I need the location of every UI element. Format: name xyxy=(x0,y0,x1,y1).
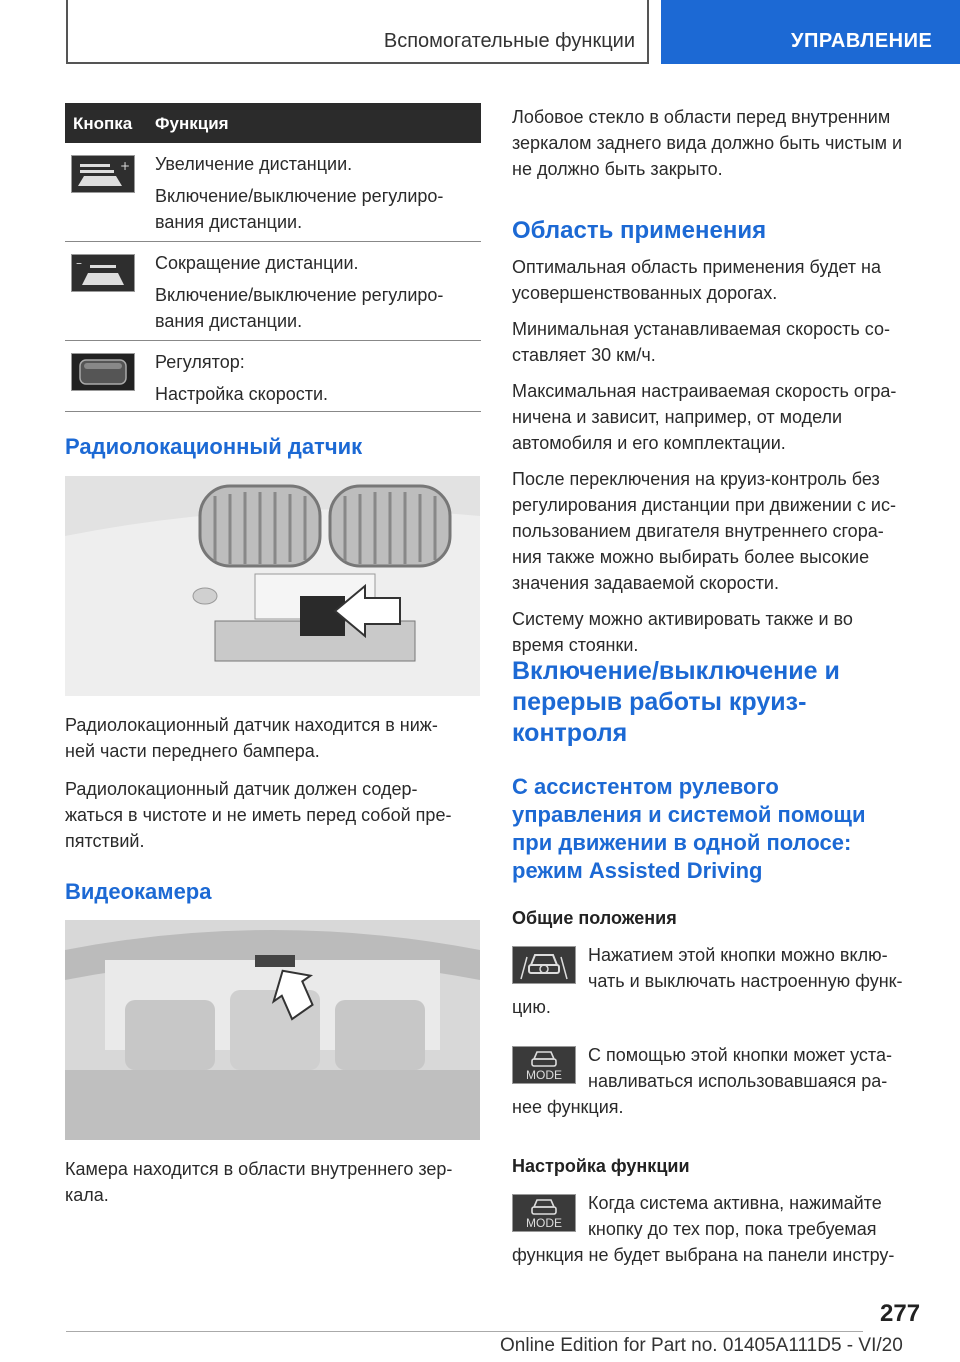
row1-line2a: Включение/выключение регулиро- xyxy=(155,186,444,206)
onoff-heading-l1: Включение/выключение и xyxy=(512,657,840,685)
assist-heading-l1: С ассистентом рулевого xyxy=(512,774,779,799)
distance-increase-icon xyxy=(71,155,135,193)
g2-l1: С помощью этой кнопки может уста- xyxy=(588,1045,892,1065)
row1-line2b: вания дистанции. xyxy=(155,212,303,232)
area-a3-l2: ничена и зависит, например, от модели xyxy=(512,407,843,427)
g1-l3: цию. xyxy=(512,997,551,1017)
area-a3-l1: Максимальная настраиваемая скорость огра- xyxy=(512,381,897,401)
table-header xyxy=(65,103,481,143)
g2-l2: навливаться использовавшаяся ра- xyxy=(588,1071,888,1091)
footer-edition: Online Edition for Part no. 01405A111D5 - VI/20 xyxy=(500,1335,903,1356)
windshield-l2: зеркалом заднего вида должно быть чистым и xyxy=(512,133,903,153)
radar-p1-l2: ней части переднего бампера. xyxy=(65,741,320,761)
row2-line2b: вания дистанции. xyxy=(155,311,303,331)
onoff-heading-l2: перерыв работы круиз- xyxy=(512,688,807,716)
area-a2-l2: ставляет 30 км/ч. xyxy=(512,345,656,365)
header-section-title: Вспомогательные функции xyxy=(383,30,635,52)
header-section-box xyxy=(66,0,649,64)
rocker-switch-icon xyxy=(71,353,135,391)
s1-l3: функция не будет выбрана на панели инстру- xyxy=(512,1245,895,1265)
assist-heading-l2: управления и системой помощи xyxy=(512,802,866,827)
area-a4-l3: пользованием двигателя внутреннего сгора- xyxy=(512,521,884,541)
button-function-table xyxy=(65,103,481,412)
radar-p2-l1: Радиолокационный датчик должен содер- xyxy=(65,779,418,799)
table-row xyxy=(65,242,481,341)
camera-p1-l1: Камера находится в области внутреннего зер- xyxy=(65,1159,453,1179)
distance-decrease-icon xyxy=(71,254,135,292)
radar-p2-l3: пятствий. xyxy=(65,831,145,851)
s1-l2: кнопку до тех пор, пока требуемая xyxy=(588,1219,877,1239)
header-chapter-title: УПРАВЛЕНИЕ xyxy=(791,30,933,52)
table-header-button: Кнопка xyxy=(73,114,133,133)
table-row xyxy=(65,143,481,242)
area-a5-l2: время стоянки. xyxy=(512,635,639,655)
area-a4-l2: регулирования дистанции при движении с ис- xyxy=(512,495,896,515)
onoff-heading-l3: контроля xyxy=(512,719,628,747)
table-row xyxy=(65,341,481,412)
mode-button-icon xyxy=(512,1194,576,1232)
mode-label: MODE xyxy=(526,1216,562,1230)
s1-l1: Когда система активна, нажимайте xyxy=(588,1193,882,1213)
assist-heading-l3: при движении в одной полосе: xyxy=(512,830,852,855)
setup-heading: Настройка функции xyxy=(512,1156,690,1176)
row3-line2: Настройка скорости. xyxy=(155,384,329,404)
camera-heading: Видеокамера xyxy=(65,879,212,904)
header-chapter-box xyxy=(661,0,960,64)
footer-divider xyxy=(66,1331,863,1332)
general-heading: Общие положения xyxy=(512,908,677,928)
camera-p1-l2: кала. xyxy=(65,1185,109,1205)
area-a5-l1: Систему можно активировать также и во xyxy=(512,609,853,629)
svg-text:–: – xyxy=(76,256,82,270)
assist-heading-l4: режим Assisted Driving xyxy=(512,858,763,883)
area-a4-l4: ния также можно выбирать более высокие xyxy=(512,547,870,567)
g1-l2: чать и выключать настроенную функ- xyxy=(588,971,903,991)
windshield-l3: не должно быть закрыто. xyxy=(512,159,723,179)
row2-line2a: Включение/выключение регулиро- xyxy=(155,285,444,305)
windshield-l1: Лобовое стекло в области перед внутренним xyxy=(512,107,891,127)
radar-sensor-photo xyxy=(65,476,480,696)
area-heading: Область применения xyxy=(512,217,767,244)
row2-line1: Сокращение дистанции. xyxy=(155,253,359,273)
g1-l1: Нажатием этой кнопки можно вклю- xyxy=(588,945,888,965)
radar-p2-l2: жаться в чистоте и не иметь перед собой пре- xyxy=(65,805,452,825)
area-a3-l3: автомобиля и его комплектации. xyxy=(512,433,786,453)
area-a2-l1: Минимальная устанавливаемая скорость со- xyxy=(512,319,890,339)
assisted-driving-button-icon xyxy=(512,946,576,984)
table-header-function: Функция xyxy=(155,114,229,133)
row3-line1: Регулятор: xyxy=(155,352,245,372)
svg-text:+: + xyxy=(120,159,131,173)
radar-heading: Радиолокационный датчик xyxy=(65,434,363,459)
g2-l3: нее функция. xyxy=(512,1097,624,1117)
row1-line1: Увеличение дистанции. xyxy=(155,154,353,174)
mode-button-icon xyxy=(512,1046,576,1084)
camera-photo xyxy=(65,920,480,1140)
radar-p1-l1: Радиолокационный датчик находится в ниж- xyxy=(65,715,438,735)
area-a4-l1: После переключения на круиз-контроль без xyxy=(512,469,880,489)
page-number: 277 xyxy=(880,1300,921,1327)
area-a1-l1: Оптимальная область применения будет на xyxy=(512,257,881,277)
mode-label: MODE xyxy=(526,1068,562,1082)
area-a4-l5: значения задаваемой скорости. xyxy=(512,573,779,593)
area-a1-l2: усовершенствованных дорогах. xyxy=(512,283,778,303)
